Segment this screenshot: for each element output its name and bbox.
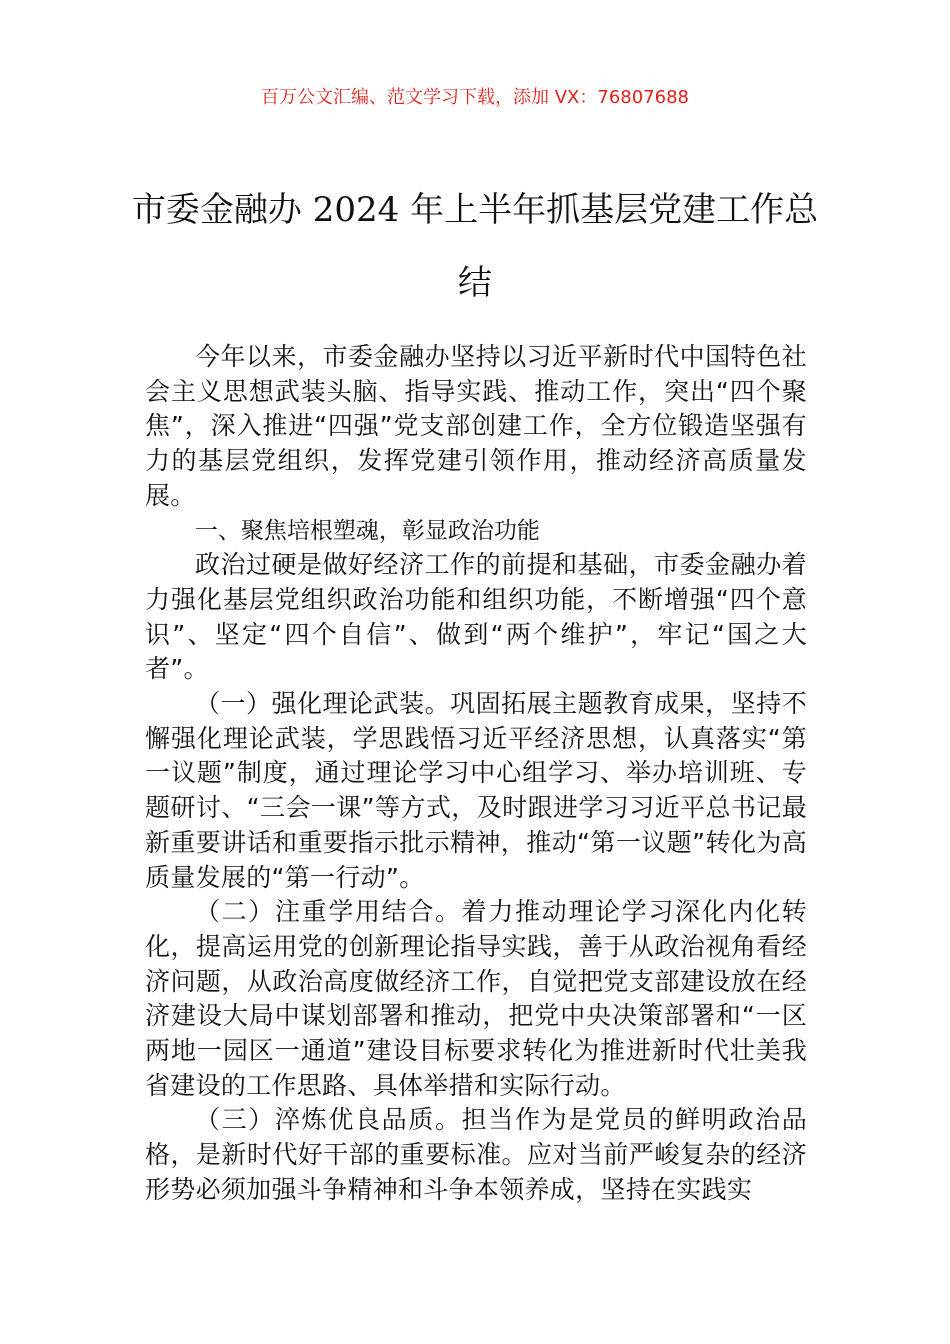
document-title: 市委金融办 2024 年上半年抓基层党建工作总结 xyxy=(131,190,819,303)
section-heading-1: 一、聚焦培根塑魂，彰显政治功能 xyxy=(194,517,540,544)
subsection-paragraph-3: （三）淬炼优良品质。担当作为是党员的鲜明政治品格，是新时代好干部的重要标准。应对当前严峻复杂的经济形势必须加强斗争精神和斗争本领养成，坚持在实践实 xyxy=(145,1105,807,1204)
document-body xyxy=(145,340,807,1208)
subsection-paragraph-2: （二）注重学用结合。着力推动理论学习深化内化转化，提高运用党的创新理论指导实践，善于从政治视角看经济问题，从政治高度做经济工作，自觉把党支部建设放在经济建设大局中谋划部署和推动，把党中央决策部署和“一区两地一园区一通道”建设目标要求转化为推进新时代壮美我省建设的工作思路、具体举措和实际行动。 xyxy=(145,897,807,1100)
download-banner: 百万公文汇编、范文学习下载，添加 VX：76807688 xyxy=(261,87,689,108)
intro-paragraph: 今年以来，市委金融办坚持以习近平新时代中国特色社会主义思想武装头脑、指导实践、推动工作，突出“四个聚焦”，深入推进“四强”党支部创建工作，全方位锻造坚强有力的基层党组织，发挥党建引领作用，推动经济高质量发展。 xyxy=(145,342,807,510)
section-paragraph-1: 政治过硬是做好经济工作的前提和基础，市委金融办着力强化基层党组织政治功能和组织功能，不断增强“四个意识”、坚定“四个自信”、做到“两个维护”，牢记“国之大者”。 xyxy=(145,550,807,684)
subsection-paragraph-1: （一）强化理论武装。巩固拓展主题教育成果，坚持不懈强化理论武装，学思践悟习近平经济思想，认真落实“第一议题”制度，通过理论学习中心组学习、举办培训班、专题研讨、“三会一课”等方式，及时跟进学习习近平总书记最新重要讲话和重要指示批示精神，推动“第一议题”转化为高质量发展的“第一行动”。 xyxy=(145,689,807,892)
